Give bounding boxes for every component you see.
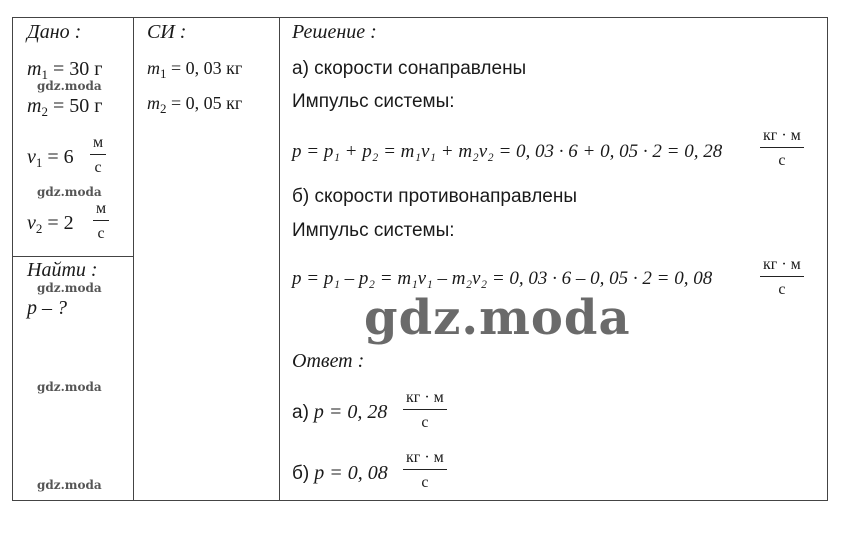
si-m2: $m_2 = 0$, 05 кг [147,93,243,116]
given-m2: $m_2 = 50$ г [27,95,103,119]
equation-a: p = p₁ + p₂ = m₁v₁ + m₂v₂ = 0, 03 · 6 + 0, 05 · 2 = 0, 28 [292,141,723,162]
find-expression: p – ? [27,297,67,319]
si-header: СИ : [147,21,187,43]
solution-header: Решение : [292,21,377,43]
watermark-4: gdz.moda [37,380,102,394]
given-v2: $v_2 = 2$ [27,212,74,236]
given-v1-unit: м с [90,135,106,176]
watermark-large: gdz.moda [364,290,631,346]
equation-b-unit: кг · м с [760,257,804,298]
given-m1: $m_1 = 30$ г [27,58,103,82]
momentum-label-a: Импульс системы: [292,91,455,112]
column-divider-1 [133,18,134,500]
watermark-5: gdz.moda [37,478,102,492]
column-divider-2 [279,18,280,500]
watermark-3: gdz.moda [37,281,102,295]
momentum-label-b: Импульс системы: [292,220,455,241]
given-find-divider [13,256,133,257]
given-header: Дано : [27,21,82,43]
answer-a-unit: кг · м с [403,390,447,431]
equation-a-unit: кг · м с [760,128,804,169]
answer-b-unit: кг · м с [403,450,447,491]
case-a-label: а) скорости сонаправлены [292,58,527,79]
case-b-label: б) скорости противонаправлены [292,186,578,207]
answer-b: б) p = 0, 08 [292,462,388,484]
answer-a: а) p = 0, 28 [292,401,388,423]
watermark-2: gdz.moda [37,185,102,199]
answer-header: Ответ : [292,350,365,372]
find-header: Найти : [27,259,98,281]
si-m1: $m_1 = 0$, 03 кг [147,58,243,81]
equation-b: p = p₁ – p₂ = m₁v₁ – m₂v₂ = 0, 03 · 6 – 0, 05 · 2 = 0, 08 [292,268,713,289]
watermark-1: gdz.moda [37,79,102,93]
given-v1: $v_1 = 6$ [27,146,74,170]
given-v2-unit: м с [93,201,109,242]
